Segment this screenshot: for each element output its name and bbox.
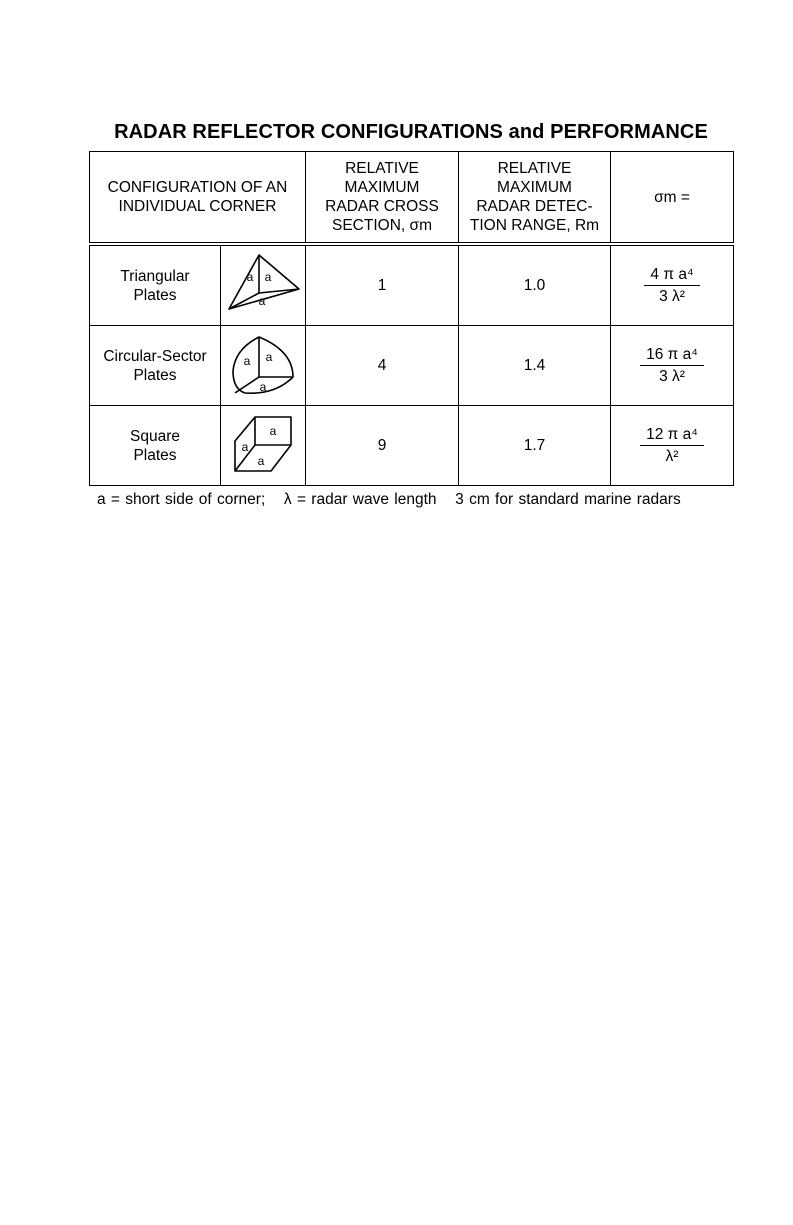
triangular-corner-reflector-icon — [223, 251, 303, 321]
header-cross-section-line2: MAXIMUM — [344, 179, 420, 196]
footnote-wavelength-value: 3 cm for standard marine radars — [455, 491, 681, 508]
table-row — [90, 244, 734, 326]
shape-label: a — [257, 453, 265, 468]
formula — [640, 345, 704, 386]
table-row — [90, 406, 734, 486]
row-name-line1: Square — [130, 427, 180, 445]
shape-label: a — [241, 439, 249, 454]
header-cross-section-line3: RADAR CROSS — [325, 198, 439, 215]
footnote-wavelength-definition: λ = radar wave length — [283, 491, 437, 508]
page-title: RADAR REFLECTOR CONFIGURATIONS and PERFORMANCE — [114, 121, 708, 143]
row-name — [90, 244, 221, 326]
row-detection-range: 1.4 — [459, 326, 611, 406]
row-formula — [611, 406, 734, 486]
row-shape — [221, 244, 306, 326]
header-formula — [611, 152, 734, 245]
header-configuration — [90, 152, 306, 245]
row-name-line2: Plates — [133, 286, 177, 304]
formula-denominator: 3 λ² — [659, 288, 685, 305]
header-detection-range-line4: TION RANGE, Rm — [469, 217, 600, 234]
formula — [640, 425, 704, 466]
header-detection-range — [459, 152, 611, 245]
row-shape — [221, 326, 306, 406]
formula-denominator: λ² — [665, 448, 679, 465]
formula-numerator: 16 π a⁴ — [640, 345, 704, 366]
formula-numerator: 4 π a⁴ — [644, 265, 699, 286]
row-name-line1: Circular-Sector — [103, 347, 207, 365]
shape-label: a — [246, 269, 254, 284]
footnote — [97, 491, 681, 509]
row-name — [90, 326, 221, 406]
formula-denominator: 3 λ² — [659, 368, 685, 385]
row-name-line1: Triangular — [120, 267, 190, 285]
header-cross-section — [306, 152, 459, 245]
header-configuration-line2: INDIVIDUAL CORNER — [118, 198, 277, 215]
row-formula — [611, 326, 734, 406]
table-header-row — [90, 152, 734, 245]
radar-reflector-table — [89, 151, 734, 486]
header-detection-range-line2: MAXIMUM — [497, 179, 572, 196]
shape-label: a — [269, 423, 277, 438]
header-detection-range-line3: RADAR DETEC- — [476, 198, 593, 215]
shape-label: a — [265, 349, 273, 364]
footnote-side-definition: a = short side of corner; — [97, 491, 266, 508]
header-detection-range-line1: RELATIVE — [497, 160, 572, 177]
circular-sector-corner-reflector-icon — [223, 331, 303, 401]
row-name-line2: Plates — [133, 366, 177, 384]
row-detection-range: 1.7 — [459, 406, 611, 486]
header-cross-section-line1: RELATIVE — [345, 160, 419, 177]
shape-label: a — [243, 353, 251, 368]
formula — [644, 265, 699, 306]
row-cross-section: 9 — [306, 406, 459, 486]
header-formula-label: σm = — [654, 188, 690, 206]
row-name-line2: Plates — [133, 446, 177, 464]
row-shape — [221, 406, 306, 486]
table-row — [90, 326, 734, 406]
shape-label: a — [264, 269, 272, 284]
header-cross-section-line4: SECTION, σm — [332, 217, 432, 234]
row-name — [90, 406, 221, 486]
shape-label: a — [258, 293, 266, 308]
row-detection-range: 1.0 — [459, 244, 611, 326]
row-cross-section: 1 — [306, 244, 459, 326]
header-configuration-line1: CONFIGURATION OF AN — [107, 179, 288, 196]
row-formula — [611, 244, 734, 326]
row-cross-section: 4 — [306, 326, 459, 406]
formula-numerator: 12 π a⁴ — [640, 425, 704, 446]
shape-label: a — [259, 379, 267, 394]
square-corner-reflector-icon — [223, 411, 303, 481]
